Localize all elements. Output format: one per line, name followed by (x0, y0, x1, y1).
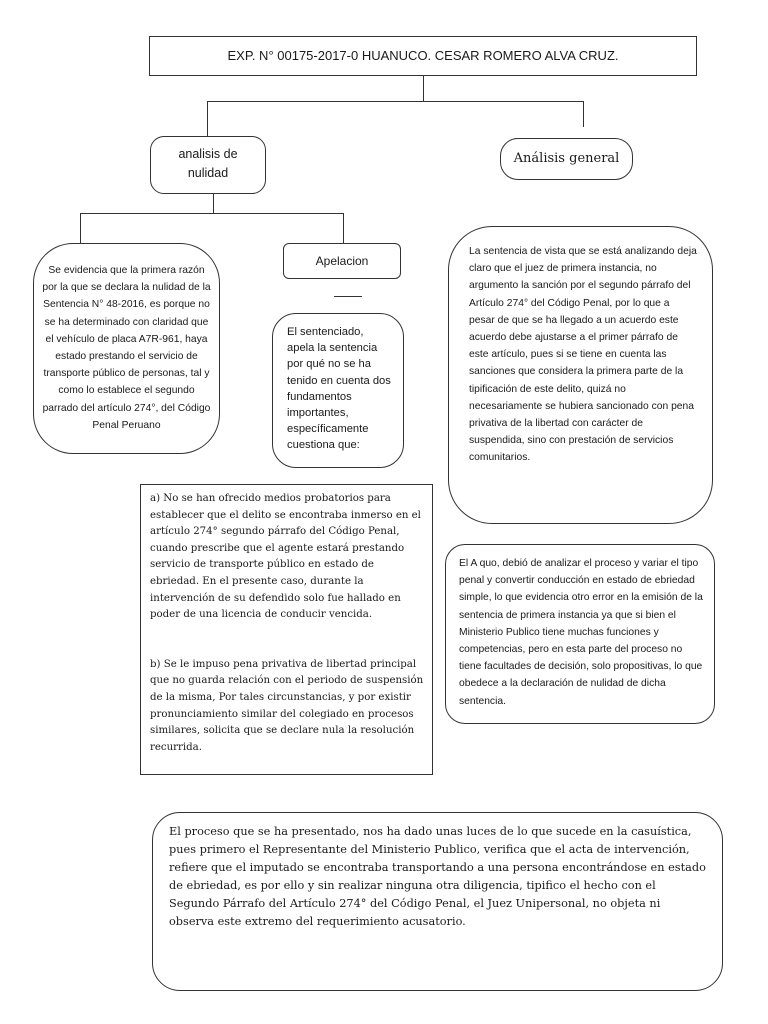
sentencia-vista-text: La sentencia de vista que se está analizando deja claro que el juez de primera instancia, no argumento la sanción por el segundo párrafo del Artículo 274° del Código Penal, por lo que a pesar de que se ha llegado a un acuerdo este acuerdo debe ajustarse a el primer párrafo de este artículo, pues si se tiene en cuenta las sanciones que considera la primera parte de la tipificación de este delito, quizá no necesariamente se hubiera sancionado con pena privativa de la libertad con carácter de suspendida, sino con prestación de servicios comunitarios. (469, 246, 697, 464)
connector-title-down (423, 76, 424, 102)
node-apelacion (283, 243, 401, 279)
node-analisis-general-label: Análisis general (513, 151, 620, 166)
evidencia-text: Se evidencia que la primera razón por la que se declara la nulidad de la Sentencia N° 48-2016, es porque no se ha determinado con claridad que el vehículo de placa A7R-961, haya estado prestando el servicio de transporte público de personas, tal y como lo establece el segundo parrado del artículo 274°, del Código Penal Peruano (42, 265, 211, 431)
connector-nulidad-down (213, 194, 214, 214)
connector-apelacion-down (343, 213, 344, 243)
conclusion-text: El proceso que se ha presentado, nos ha dado unas luces de lo que sucede en la casuística, pues primero el Representante del Ministerio Publico, verifica que el acta de intervención, refiere que el imputado se encontraba transportando a una persona encontrándose en estado de ebriedad, es por ello y sin realizar ninguna otra diligencia, tipifico el hecho con el Segundo Párrafo del Artículo 274° del Código Penal, el Juez Unipersonal, no objeta ni observa este extremo del requerimiento acusatorio. (169, 825, 706, 928)
a-quo-box (445, 544, 715, 724)
connector-evidencia-down (80, 213, 81, 243)
points-box (140, 484, 433, 775)
node-analisis-nulidad-label: analisis de nulidad (178, 147, 238, 180)
title-box (149, 36, 697, 76)
connector-top-branch (207, 101, 584, 102)
evidencia-box (33, 243, 220, 454)
point-a-text: a) No se han ofrecido medios probatorios para establecer que el delito se encontraba inmerso en el artículo 274° segundo párrafo del Código Penal, cuando prescribe que el agente estará prestando servicio de transporte público en estado de ebriedad. En el presente caso, durante la intervención de su defendido solo fue hallado en poder de una licencia de conducir vencida. (150, 493, 421, 621)
sentencia-vista-box (448, 226, 713, 524)
connector-right-down (583, 101, 584, 127)
node-analisis-general (500, 138, 633, 180)
node-apelacion-label: Apelacion (315, 254, 369, 268)
conclusion-box (152, 812, 723, 991)
connector-nulidad-branch (80, 213, 344, 214)
a-quo-text: El A quo, debió de analizar el proceso y variar el tipo penal y convertir conducción en estado de ebriedad simple, lo que evidencia otro error en la emisión de la sentencia de primera instancia ya que si bien el Ministerio Publico tiene muchas funciones y competencias, pero en esta parte del proceso no tiene facultades de decisión, solo propositivas, lo que obedece a la declaración de nulidad de dicha sentencia. (459, 558, 703, 707)
connector-left-down (207, 101, 208, 137)
sentenciado-text: El sentenciado, apela la sentencia por qué no se ha tenido en cuenta dos fundamentos importantes, específicamente cuestiona que: (287, 326, 391, 452)
sentenciado-box (272, 313, 404, 468)
node-analisis-nulidad (150, 136, 266, 194)
title-text: EXP. N° 00175-2017-0 HUANUCO. CESAR ROMERO ALVA CRUZ. (227, 48, 619, 63)
point-b-text: b) Se le impuso pena privativa de libertad principal que no guarda relación con el periodo de suspensión de la misma, Por tales circunstancias, y por existir pronunciamiento similar del colegiado en procesos similares, solicita que se declare nula la resolución recurrida. (150, 658, 424, 753)
connector-apelacion-dash (334, 296, 362, 297)
